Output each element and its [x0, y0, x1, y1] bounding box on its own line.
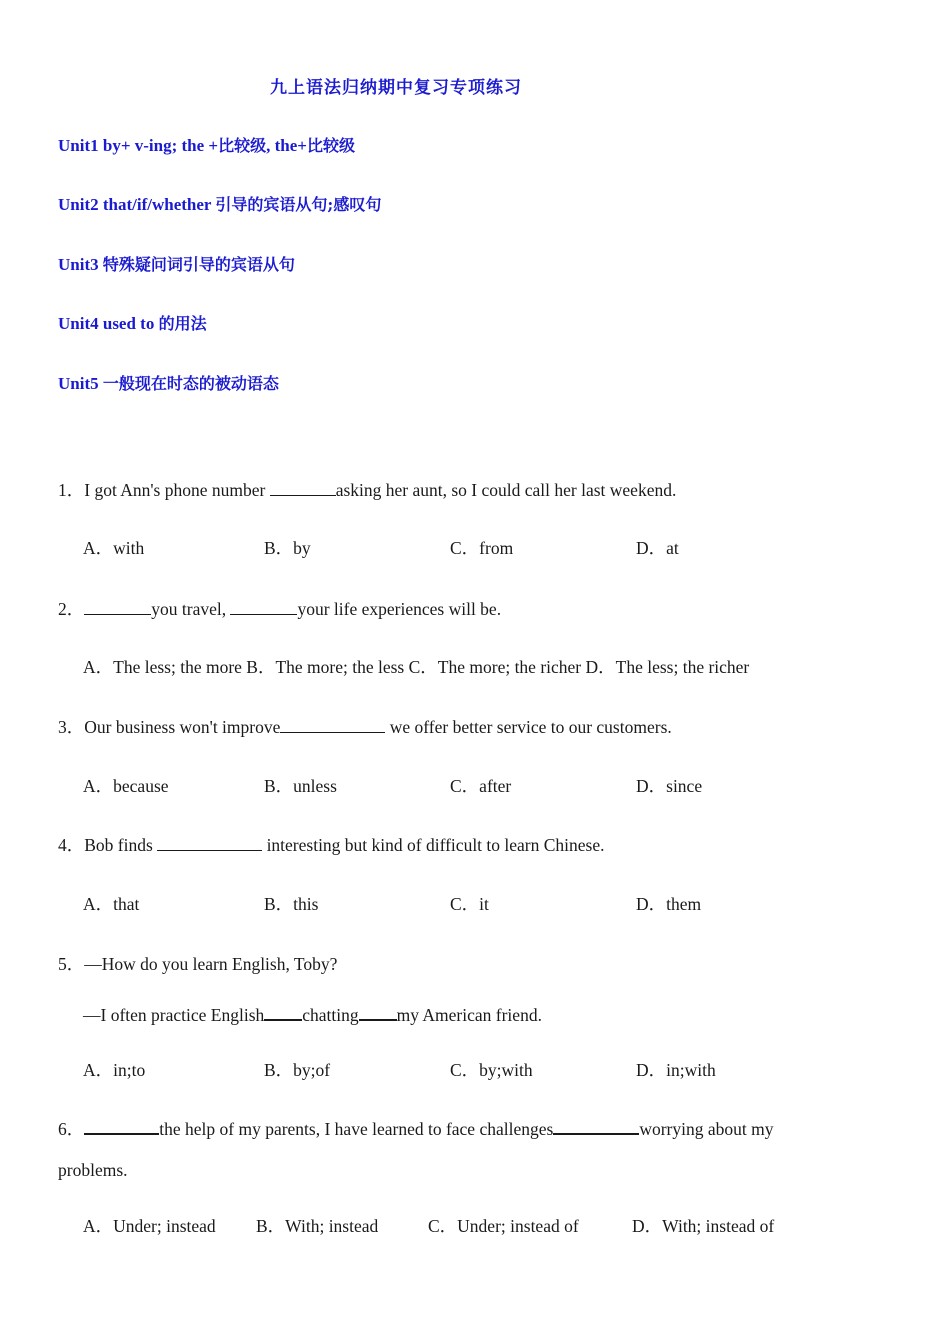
option-b: B．unless: [264, 776, 337, 796]
unit-4: [58, 311, 207, 334]
option-d: D．them: [636, 894, 702, 914]
question-text: —How do you learn English, Toby?: [84, 954, 338, 974]
unit-text-cn: 特殊疑问词引导的宾语从句: [102, 255, 295, 274]
question-text: worrying about my: [639, 1119, 774, 1139]
question-6-line2: [58, 1160, 128, 1181]
unit-text-cn: 的用法: [158, 314, 207, 333]
page-title: 九上语法归纳期中复习专项练习: [270, 78, 522, 98]
question-text: interesting but kind of difficult to learn Chinese.: [262, 835, 605, 855]
answer-blank: [280, 717, 385, 733]
question-text: the help of my parents, I have learned to face challenges: [159, 1119, 554, 1139]
question-1: [58, 477, 676, 502]
unit-1: [58, 133, 355, 156]
question-text: Bob finds: [84, 835, 158, 855]
unit-text: , the+: [266, 136, 307, 155]
answer-blank: [84, 1118, 159, 1135]
answer-blank: [230, 599, 297, 615]
unit-text: Unit3: [58, 255, 103, 274]
question-text: I got Ann's phone number: [84, 480, 270, 500]
question-number: 4．: [58, 835, 85, 855]
question-text: Our business won't improve: [84, 717, 281, 737]
unit-text-cn: 引导的宾语从句;感叹句: [215, 195, 382, 214]
unit-text: Unit1 by+ v-ing; the +: [58, 136, 219, 155]
question-text: my American friend.: [396, 1005, 542, 1025]
answer-blank: [553, 1118, 639, 1135]
unit-3: [58, 252, 295, 275]
unit-text-cn: 一般现在时态的被动语态: [102, 374, 279, 393]
option-d: D．at: [636, 538, 679, 558]
option-c: C．Under; instead of: [428, 1216, 579, 1236]
question-number: 3．: [58, 717, 85, 737]
question-text: —I often practice English: [83, 1005, 265, 1025]
option-c: C．from: [450, 538, 514, 558]
question-4: [58, 832, 605, 857]
option-b: B．With; instead: [256, 1216, 379, 1236]
option-a: A．that: [83, 894, 140, 914]
answer-blank: [359, 1004, 397, 1021]
question-text: we offer better service to our customers.: [385, 717, 672, 737]
option-a: A．Under; instead: [83, 1216, 216, 1236]
option-d: D．since: [636, 776, 703, 796]
answer-blank: [84, 599, 151, 615]
answer-blank: [157, 835, 262, 851]
question-text: asking her aunt, so I could call her last weekend.: [335, 480, 677, 500]
option-b: B．this: [264, 894, 319, 914]
options-line: A．The less; the more B．The more; the less C．The more; the richer D．The less; the richer: [83, 657, 750, 677]
option-a: A．with: [83, 538, 145, 558]
question-5-line2: [83, 1004, 542, 1026]
option-a: A．in;to: [83, 1060, 146, 1080]
question-text: your life experiences will be.: [297, 599, 502, 619]
question-number: 1．: [58, 480, 85, 500]
answer-blank: [264, 1004, 302, 1021]
question-6: [58, 1116, 773, 1141]
unit-text: Unit5: [58, 374, 103, 393]
question-2: [58, 596, 501, 621]
question-number: 2．: [58, 599, 85, 619]
question-3: [58, 714, 672, 739]
unit-text-cn: 比较级: [218, 136, 267, 155]
option-c: C．after: [450, 776, 512, 796]
question-text: chatting: [302, 1005, 359, 1025]
unit-text-cn: 比较级: [306, 136, 355, 155]
question-number: 5．: [58, 954, 85, 974]
unit-text: Unit4 used to: [58, 314, 159, 333]
option-a: A．because: [83, 776, 169, 796]
option-b: B．by;of: [264, 1060, 331, 1080]
unit-5: [58, 371, 279, 394]
question-number: 6．: [58, 1119, 85, 1139]
question-text: problems.: [58, 1160, 128, 1180]
question-text: you travel,: [151, 599, 231, 619]
unit-2: [58, 192, 381, 215]
unit-text: Unit2 that/if/whether: [58, 195, 216, 214]
option-d: D．With; instead of: [632, 1216, 775, 1236]
option-c: C．by;with: [450, 1060, 533, 1080]
question-5: [58, 951, 337, 976]
option-c: C．it: [450, 894, 489, 914]
option-b: B．by: [264, 538, 311, 558]
answer-blank: [270, 480, 336, 496]
option-d: D．in;with: [636, 1060, 716, 1080]
